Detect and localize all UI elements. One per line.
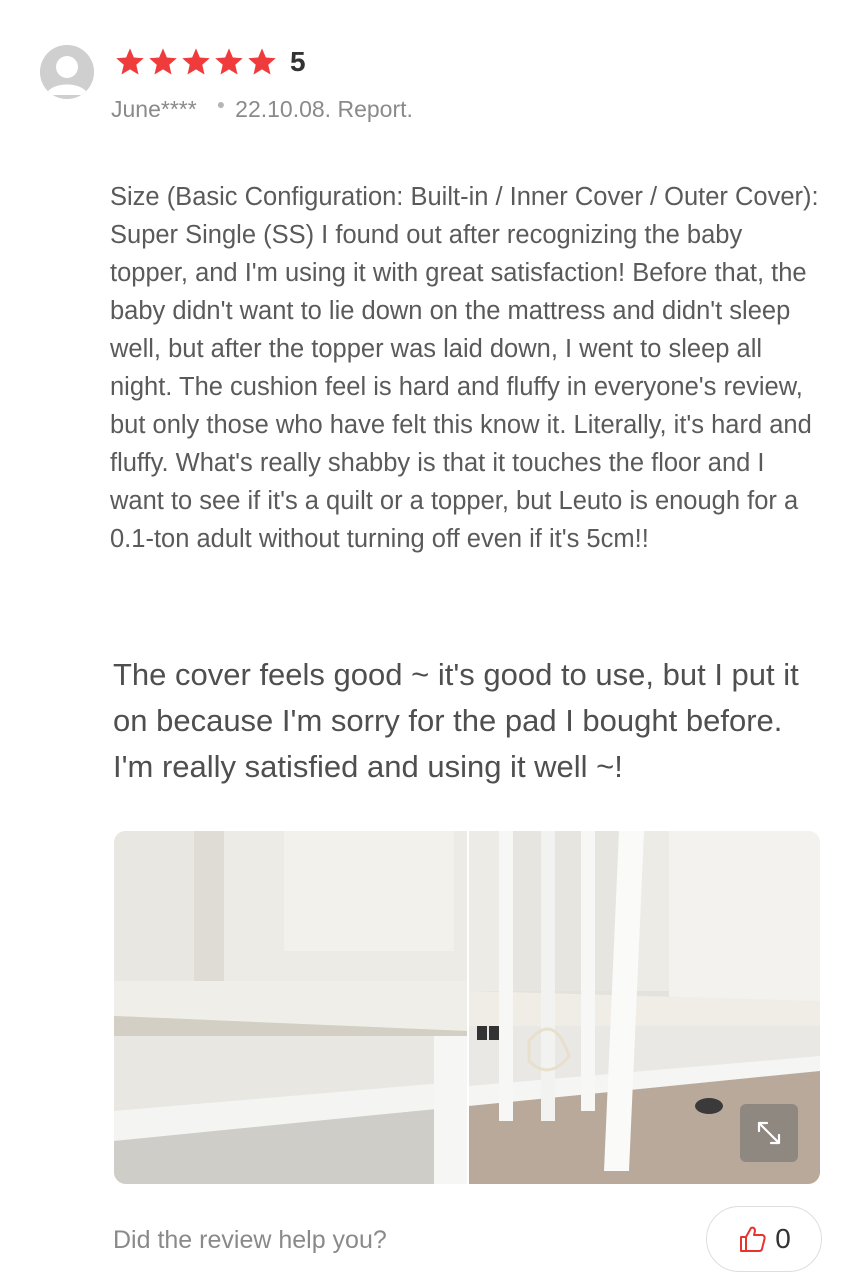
avatar (40, 45, 94, 99)
review-photo-1[interactable] (114, 831, 467, 1184)
review-photo-2[interactable] (469, 831, 820, 1184)
review-text-highlight: The cover feels good ~ it's good to use, but I put it on because I'm sorry for the pad I bought before. I'm really satisfied and using it well ~! (113, 657, 799, 784)
default-user-avatar-icon (40, 45, 94, 99)
like-count: 0 (775, 1223, 791, 1254)
review-photos[interactable] (114, 831, 820, 1184)
review-date-report[interactable]: 22.10.08. Report. (235, 96, 413, 122)
helpful-like-button[interactable] (706, 1206, 822, 1272)
star-icon (114, 46, 146, 78)
review-text: Size (Basic Configuration: Built-in / Inner Cover / Outer Cover): Super Single (SS) I found out after recognizing the baby topper, and I'm using it with great satisfaction! Before that, the baby didn't want to lie down on the mattress and didn't sleep well, but after the topper was laid down, I went to sleep all night. The cushion feel is hard and fluffy in everyone's review, but only those who have felt this know it. Literally, it's hard and fluffy. What's really shabby is that it touches the floor and I want to see if it's a quilt or a topper, but Leuto is enough for a 0.1-ton adult without turning off even if it's 5cm!! (110, 183, 819, 553)
rating (114, 44, 306, 80)
star-icon (246, 46, 278, 78)
thumbs-up-icon (737, 1224, 767, 1254)
star-icon (213, 46, 245, 78)
expand-photos-button[interactable] (740, 1104, 798, 1162)
author-name: June**** (111, 96, 197, 122)
rating-value: 5 (290, 46, 306, 77)
star-icon (180, 46, 212, 78)
helpful-question: Did the review help you? (113, 1226, 387, 1254)
expand-arrows-icon (756, 1120, 782, 1146)
review-meta (111, 96, 413, 123)
separator-dot: ● (216, 96, 226, 112)
star-rating (114, 46, 278, 78)
star-icon (147, 46, 179, 78)
